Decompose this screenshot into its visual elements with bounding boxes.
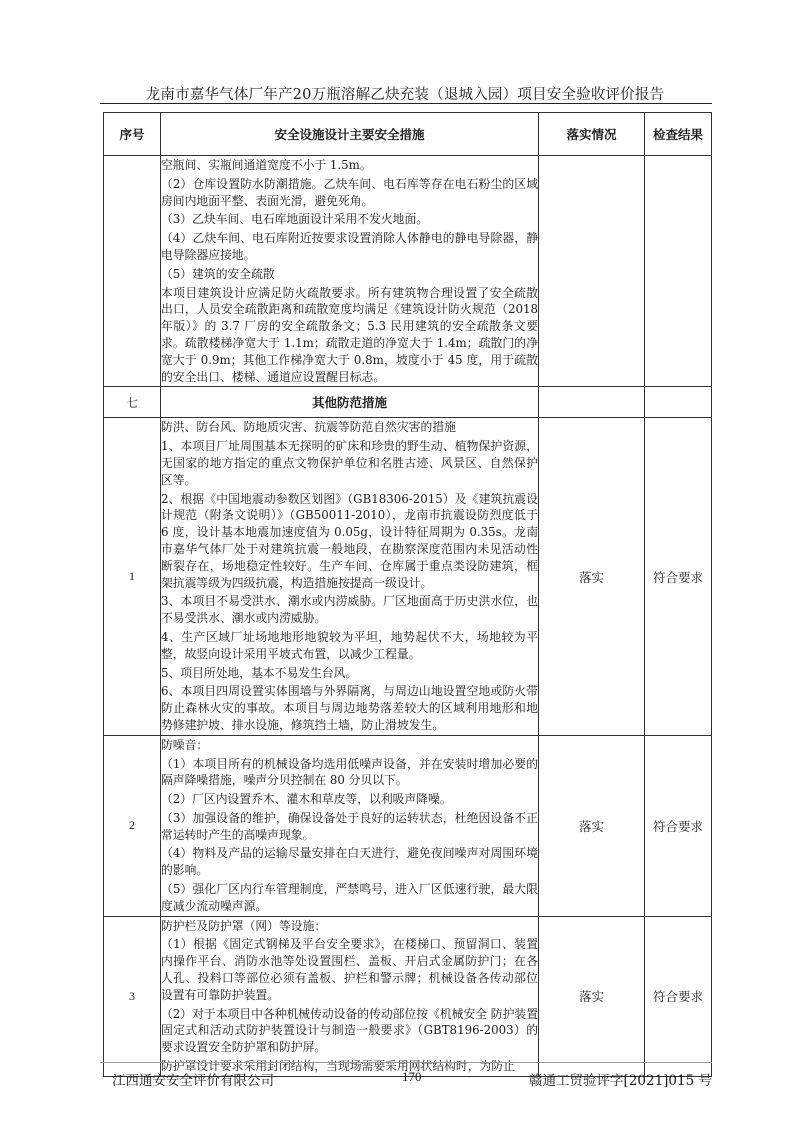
measure-paragraph: 本项目建筑设计应满足防火疏散要求。所有建筑物合理设置了安全疏散出口，人员安全疏散距离和疏散宽度均满足《建筑设计防火规范（2018年版）》的 3.7 厂房的安全疏散条文；5.3 民用建筑的安全疏散条文要求。疏散楼梯净宽大于 1.1m；疏散走道的净宽大于 1.4m；疏散门的净宽大于 0.9m；其他工作梯净宽大于 0.8m，坡度小于 45 度，用于疏散的安全出口、楼梯、通道应设置醒目标志。	[161, 285, 538, 384]
cell-status: 落实	[539, 916, 645, 1076]
cell-status	[539, 387, 645, 418]
measure-paragraph: （3）乙炔车间、电石库地面设计采用不发火地面。	[161, 212, 429, 227]
measure-paragraph: 防洪、防台风、防地质灾害、抗震等防范自然灾害的措施	[161, 420, 456, 435]
cell-status: 落实	[539, 735, 645, 916]
section-title: 其他防范措施	[161, 387, 539, 418]
cell-result	[645, 156, 712, 387]
row-number: 2	[104, 735, 161, 916]
col-header-result: 检查结果	[645, 113, 712, 156]
measure-paragraph: （3）加强设备的维护，确保设备处于良好的运转状态，杜绝因设备不正常运转时产生的高噪声现象。	[161, 810, 538, 842]
measure-paragraph: （5）建筑的安全疏散	[161, 266, 275, 281]
table-header-row	[104, 113, 712, 156]
table-row-continued	[104, 156, 712, 387]
measure-paragraph: （4）物料及产品的运输尽量安排在白天进行，避免夜间噪声对周围环境的影响。	[161, 846, 538, 878]
measure-paragraph: （1）根据《固定式钢梯及平台安全要求》，在楼梯口、预留洞口、装置内操作平台、消防水池等处设置围栏、盖板、开启式金属防护门；在各人孔、投料口等部位必须有盖板、护栏和警示牌；机械设备各传动部位设置有可靠防护装置。	[161, 937, 538, 1002]
measure-paragraph: 1、本项目厂址周围基本无探明的矿床和珍贵的野生动、植物保护资源，无国家的地方指定的重点文物保护单位和名胜古迹、风景区、自然保护区等。	[161, 439, 538, 487]
measure-paragraph: （2）厂区内设置乔木、灌木和草皮等，以利吸声降噪。	[161, 792, 452, 807]
table-row	[104, 735, 712, 916]
col-header-status: 落实情况	[539, 113, 645, 156]
footer-report-code: 赣通工贸验评字[2021]015 号	[529, 1073, 712, 1089]
page-header-title: 龙南市嘉华气体厂年产20万瓶溶解乙炔充装（退城入园）项目安全验收评价报告	[145, 87, 665, 103]
col-header-number: 序号	[104, 113, 161, 156]
measure-paragraph: 6、本项目四周设置实体围墙与外界隔离，与周边山地设置空地或防火带防止森林火灾的事故。本项目与周边地势落差较大的区域利用地形和地势修建护坡、排水设施，修筑挡土墙，防止滑坡发生。	[161, 684, 538, 732]
cell-status: 落实	[539, 418, 645, 735]
col-header-measures: 安全设施设计主要安全措施	[161, 113, 539, 156]
measure-paragraph: 防护栏及防护罩（网）等设施：	[161, 918, 327, 933]
cell-measures	[161, 916, 539, 1076]
measure-paragraph: 2、根据《中国地震动参数区划图》（GB18306-2015）及《建筑抗震设计规范（附条文说明）》（GB50011-2010），龙南市抗震设防烈度低于 6 度，设计基本地震加速度值为 0.05g，设计特征周期为 0.35s。龙南市嘉华气体厂处于对建筑抗震一般地段，在勘察深度范围内未见活动性断裂存在，场地稳定性较好。生产车间、仓库属于重点类设防建筑，框架抗震等级为四级抗震，构造措施按提高一级设计。	[161, 491, 538, 590]
cell-measures	[161, 418, 539, 735]
header-rule	[100, 103, 712, 104]
measure-paragraph: （2）对于本项目中各种机械传动设备的传动部位按《机械安全 防护装置 固定式和活动式防护装置设计与制造一般要求》（GBT8196-2003）的要求设置安全防护罩和防护屏。	[161, 1006, 538, 1055]
section-row	[104, 387, 712, 418]
row-number: 3	[104, 916, 161, 1076]
measure-paragraph: 5、项目所处地，基本不易发生台风。	[161, 665, 358, 680]
cell-measures	[161, 156, 539, 387]
measure-paragraph: （5）强化厂区内行车管理制度，严禁鸣号，进入厂区低速行驶，最大限度减少流动噪声源。	[161, 882, 538, 913]
measure-paragraph: 4、生产区域厂址场地地形地貌较为平坦，地势起伏不大，场地较为平整，故竖向设计采用平坡式布置，以减少工程量。	[161, 629, 538, 661]
table-row	[104, 418, 712, 735]
measure-paragraph: （4）乙炔车间、电石库附近按要求设置消除人体静电的静电导除器，静电导除器应接地。	[161, 231, 538, 262]
acceptance-table	[103, 112, 712, 1077]
measure-paragraph: （2）仓库设置防水防潮措施。乙炔车间、电石库等存在电石粉尘的区域房间内地面平整、表面光滑，避免死角。	[161, 176, 538, 208]
measure-paragraph: 3、本项目不易受洪水、潮水或内涝威胁。厂区地面高于历史洪水位，也不易受洪水、潮水或内涝威胁。	[161, 594, 538, 626]
measure-paragraph: 空瓶间、实瓶间通道宽度不小于 1.5m。	[161, 158, 372, 172]
cell-result: 符合要求	[645, 418, 712, 735]
measure-paragraph: 防护罩设计要求采用封闭结构，当现场需要采用网状结构时，为防止	[161, 1059, 515, 1074]
footer-rule	[100, 1062, 712, 1063]
page-number: 170	[402, 1069, 422, 1084]
cell-measures	[161, 735, 539, 916]
measure-paragraph: （1）本项目所有的机械设备均选用低噪声设备，并在安装时增加必要的隔声降噪措施，噪声分贝控制在 80 分贝以下。	[161, 756, 538, 788]
cell-number	[104, 156, 161, 387]
cell-result	[645, 387, 712, 418]
table-row	[104, 916, 712, 1076]
cell-result: 符合要求	[645, 735, 712, 916]
cell-result: 符合要求	[645, 916, 712, 1076]
footer-company: 江西通安安全评价有限公司	[112, 1073, 274, 1089]
row-number: 1	[104, 418, 161, 735]
cell-status	[539, 156, 645, 387]
measure-paragraph: 防噪音：	[161, 737, 209, 752]
section-number: 七	[104, 387, 161, 418]
